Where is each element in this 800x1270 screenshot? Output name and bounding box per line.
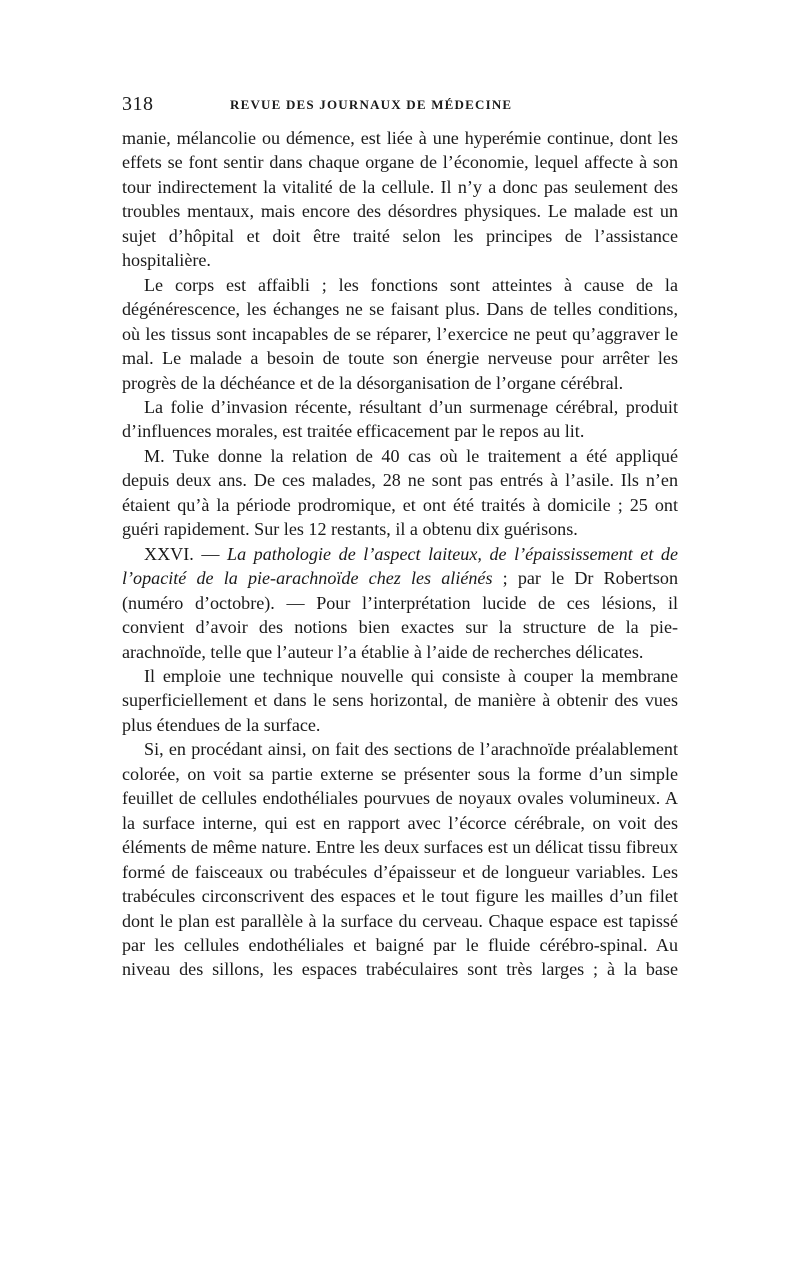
paragraph: Si, en procédant ainsi, on fait des sections de l’arachnoïde préalablement colorée, on voit sa partie externe se présenter sous la forme d’un simple feuillet de cellules endothéliales pourvues de noyaux ovales volumineux. A la surface interne, qui est en rapport avec l’écorce cérébrale, on voit des éléments de même nature. Entre les deux surfaces est un délicat tissu fibreux formé de faisceaux ou trabécules d’épaisseur et de longueur variables. Les trabécules circonscrivent des espaces et le tout figure les mailles d’un filet dont le plan est parallèle à la surface du cerveau. Chaque espace est tapissé par les cellules endothéliales et baigné par le fluide cérébro-spinal. Au niveau des sillons, les espaces trabéculaires sont très larges ; à la base — [122, 739, 678, 980]
paragraph: M. Tuke donne la relation de 40 cas où le traitement a été appliqué depuis deux ans. De ces malades, 28 ne sont pas entrés à l’asile. Ils n’en étaient qu’à la période prodromique, et ont été traités à domicile ; 25 ont guéri rapidement. Sur les 12 restants, il a obtenu dix guérisons. — [122, 445, 678, 540]
article-title: La pathologie de l’aspect laiteux, de l’épaississement et de l’opacité de la pie-arachnoïde chez les aliénés — [122, 543, 679, 589]
paragraph: manie, mélancolie ou démence, est liée à une hyperémie continue, dont les effets se font sentir dans chaque organe de l’économie, lequel affecte à son tour indirectement la vitalité de la cellule. Il n’y a donc pas seulement des troubles mentaux, mais encore des désordres physiques. Le malade est un sujet d’hôpital et doit être traité selon les principes de l’assistance hospitalière. — [122, 128, 678, 271]
section-xxvi-paragraph — [122, 542, 678, 664]
running-title: REVUE DES JOURNAUX DE MÉDECINE — [230, 97, 513, 112]
page-number: 318 — [122, 93, 154, 115]
page-header — [122, 93, 678, 115]
section-number: XXVI. — — [144, 543, 227, 564]
paragraph-continuation: ; par le Dr Robertson (numéro d’octobre). — Pour l’interprétation lucide de ces lésions, il convient d’avoir des notions bien exactes sur la structure de la pie-arachnoïde, telle que l’auteur l’a établie à l’aide de recherches délicates. — [122, 568, 678, 662]
paragraph: Il emploie une technique nouvelle qui consiste à couper la membrane superficiellement et dans le sens horizontal, de manière à obtenir des vues plus étendues de la surface. — [122, 665, 678, 735]
paragraph: La folie d’invasion récente, résultant d’un surmenage cérébral, produit d’influences morales, est traitée efficacement par le repos au lit. — [122, 396, 678, 442]
body-text — [122, 126, 678, 982]
paragraph: Le corps est affaibli ; les fonctions sont atteintes à cause de la dégénérescence, les échanges ne se faisant plus. Dans de telles conditions, où les tissus sont incapables de se réparer, l’exercice ne peut qu’aggraver le mal. Le malade a besoin de toute son énergie nerveuse pour arrêter les progrès de la déchéance et de la désorganisation de l’organe cérébral. — [122, 274, 678, 393]
